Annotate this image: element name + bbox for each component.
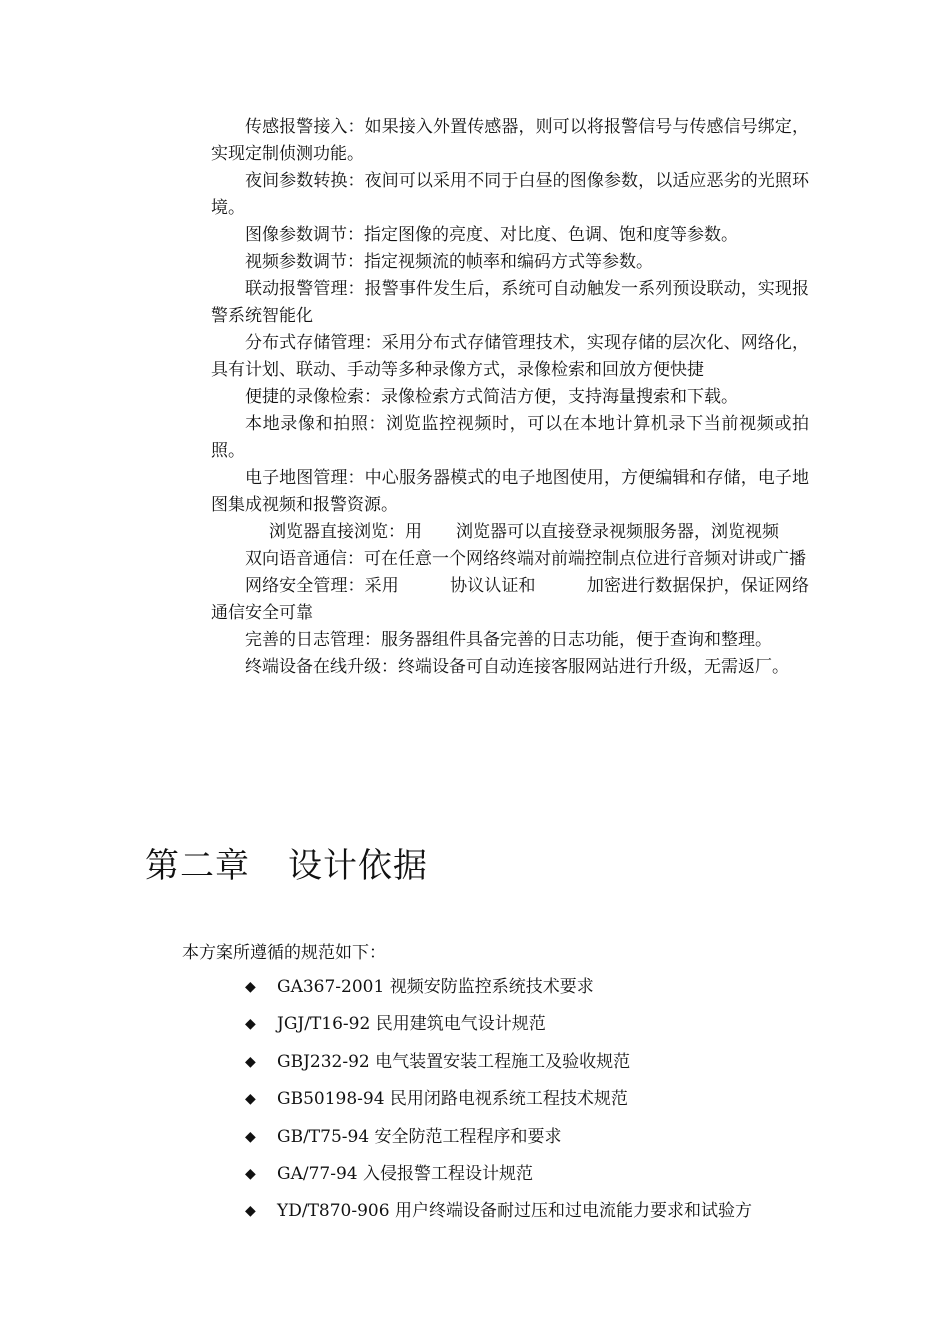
feature-paragraph: 夜间参数转换：夜间可以采用不同于白昼的图像参数，以适应恶劣的光照环境。: [211, 171, 809, 218]
diamond-bullet-icon: ◆: [245, 1016, 256, 1033]
standard-text: GB/T75-94 安全防范工程程序和要求: [277, 1126, 562, 1147]
chapter-heading: [145, 838, 428, 887]
standard-item: [245, 1048, 825, 1085]
standard-item: [245, 1197, 825, 1234]
feature-list: [211, 114, 809, 681]
standard-text: JGJ/T16-92 民用建筑电气设计规范: [277, 1014, 546, 1035]
feature-paragraph: 完善的日志管理：服务器组件具备完善的日志功能，便于查询和整理。: [245, 630, 772, 650]
feature-paragraph: 图像参数调节：指定图像的亮度、对比度、色调、饱和度等参数。: [245, 225, 738, 245]
feature-paragraph: 本地录像和拍照：浏览监控视频时，可以在本地计算机录下当前视频或拍照。: [211, 414, 809, 461]
diamond-bullet-icon: ◆: [245, 1165, 256, 1182]
diamond-bullet-icon: ◆: [245, 1091, 256, 1108]
feature-paragraph: 传感报警接入：如果接入外置传感器，则可以将报警信号与传感信号绑定，实现定制侦测功能。: [211, 117, 809, 164]
standard-text: GA367-2001 视频安防监控系统技术要求: [277, 977, 594, 997]
feature-paragraph: 便捷的录像检索：录像检索方式简洁方便，支持海量搜索和下载。: [245, 387, 738, 407]
standard-text: GA/77-94 入侵报警工程设计规范: [277, 1163, 533, 1184]
feature-paragraph: 双向语音通信：可在任意一个网络终端对前端控制点位进行音频对讲或广播: [245, 549, 806, 569]
diamond-bullet-icon: ◆: [245, 1128, 256, 1145]
standard-item: [245, 973, 825, 1010]
feature-paragraph: 视频参数调节：指定视频流的帧率和编码方式等参数。: [245, 252, 653, 272]
chapter-title: 设计依据: [288, 846, 428, 886]
feature-paragraph: 网络安全管理：采用 协议认证和 加密进行数据保护，保证网络通信安全可靠: [211, 576, 809, 623]
diamond-bullet-icon: ◆: [245, 979, 256, 995]
feature-paragraph: 分布式存储管理：采用分布式存储管理技术，实现存储的层次化、网络化，具有计划、联动、手动等多种录像方式，录像检索和回放方便快捷: [211, 333, 809, 380]
feature-paragraph: 浏览器直接浏览：用 浏览器可以直接登录视频服务器，浏览视频: [269, 522, 779, 542]
standard-item: [245, 1123, 825, 1160]
standard-text: YD/T870-906 用户终端设备耐过压和过电流能力要求和试验方: [277, 1201, 752, 1222]
standard-item: [245, 1010, 825, 1047]
chapter-number: 第二章: [145, 846, 250, 886]
feature-paragraph: 电子地图管理：中心服务器模式的电子地图使用，方便编辑和存储，电子地图集成视频和报警资源。: [211, 468, 809, 515]
diamond-bullet-icon: ◆: [245, 1203, 256, 1220]
diamond-bullet-icon: ◆: [245, 1053, 256, 1070]
standard-text: GB50198-94 民用闭路电视系统工程技术规范: [277, 1089, 628, 1110]
standard-item: [245, 1085, 825, 1122]
feature-paragraph: 联动报警管理：报警事件发生后，系统可自动触发一系列预设联动，实现报警系统智能化: [211, 279, 809, 326]
standard-text: GBJ232-92 电气装置安装工程施工及验收规范: [277, 1051, 631, 1072]
standard-item: [245, 1160, 825, 1197]
feature-paragraph: 终端设备在线升级：终端设备可自动连接客服网站进行升级，无需返厂。: [245, 657, 789, 677]
standards-intro: 本方案所遵循的规范如下：: [182, 943, 386, 963]
standards-list: [245, 973, 825, 1235]
